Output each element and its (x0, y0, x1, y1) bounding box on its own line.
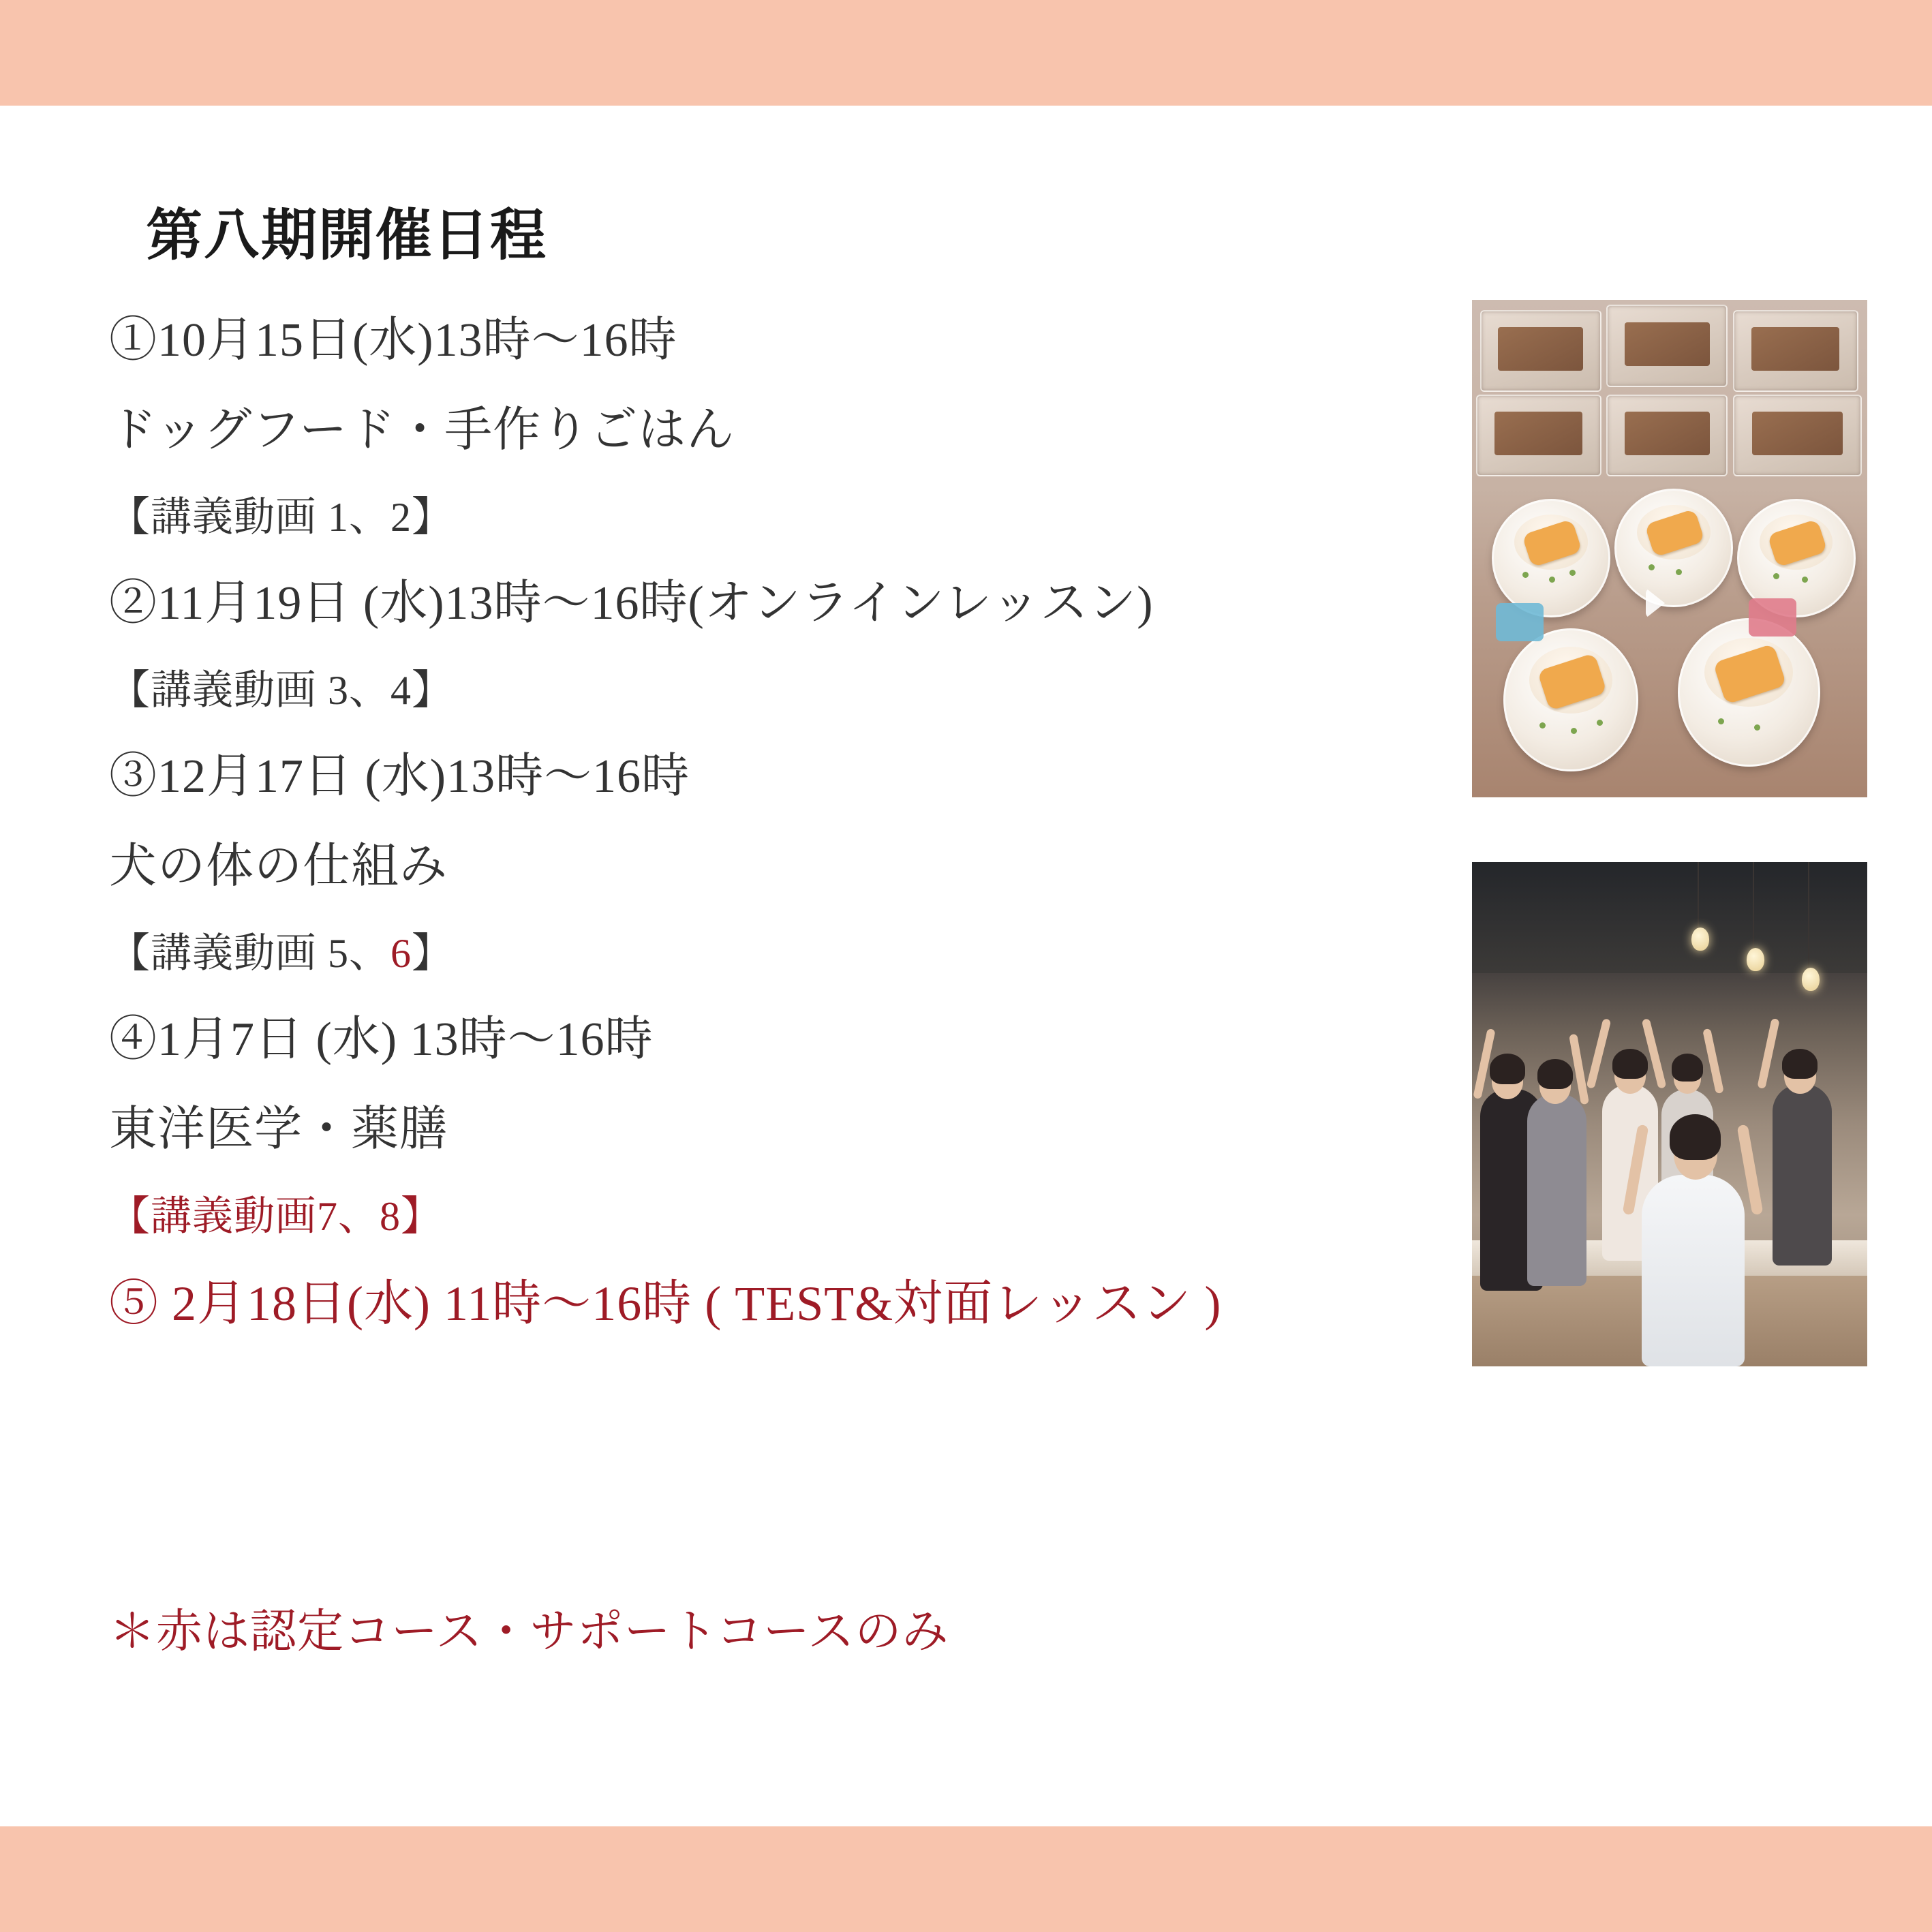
dog-birthday-cakes-photo (1472, 300, 1867, 797)
bottom-accent-band (0, 1826, 1932, 1932)
schedule-line-9: ④1月7日 (水) 13時〜16時 (109, 1013, 654, 1066)
schedule-line-8-prefix: 【講義動画 5、 (109, 931, 390, 976)
lesson-room-photo (1472, 862, 1867, 1366)
schedule-line-2: ドッグフード・手作りごはん (109, 404, 735, 457)
schedule-line-5: 【講義動画 3、4】 (109, 668, 453, 713)
schedule-list (109, 314, 1465, 1331)
schedule-line-8-suffix: 】 (412, 931, 453, 976)
schedule-line-4: ②11月19日 (水)13時〜16時(オンラインレッスン) (109, 577, 1154, 630)
schedule-line-11: 【講義動画7、8】 (109, 1194, 442, 1239)
top-accent-band (0, 0, 1932, 106)
schedule-line-12: ⑤ 2月18日(水) 11時〜16時 ( TEST&対面レッスン ) (109, 1276, 1222, 1331)
page-title: 第八期開催日程 (147, 202, 548, 268)
content-area (0, 106, 1932, 1826)
schedule-line-10: 東洋医学・薬膳 (109, 1103, 448, 1156)
schedule-line-8 (109, 933, 1465, 974)
schedule-line-6: ③12月17日 (水)13時〜16時 (109, 750, 690, 803)
schedule-line-1: ①10月15日(水)13時〜16時 (109, 314, 677, 367)
schedule-line-7: 犬の体の仕組み (109, 840, 448, 893)
schedule-line-8-red: 6 (390, 931, 412, 976)
schedule-line-3: 【講義動画 1、2】 (109, 495, 453, 540)
red-note: ＊赤は認定コース・サポートコースのみ (109, 1606, 949, 1657)
